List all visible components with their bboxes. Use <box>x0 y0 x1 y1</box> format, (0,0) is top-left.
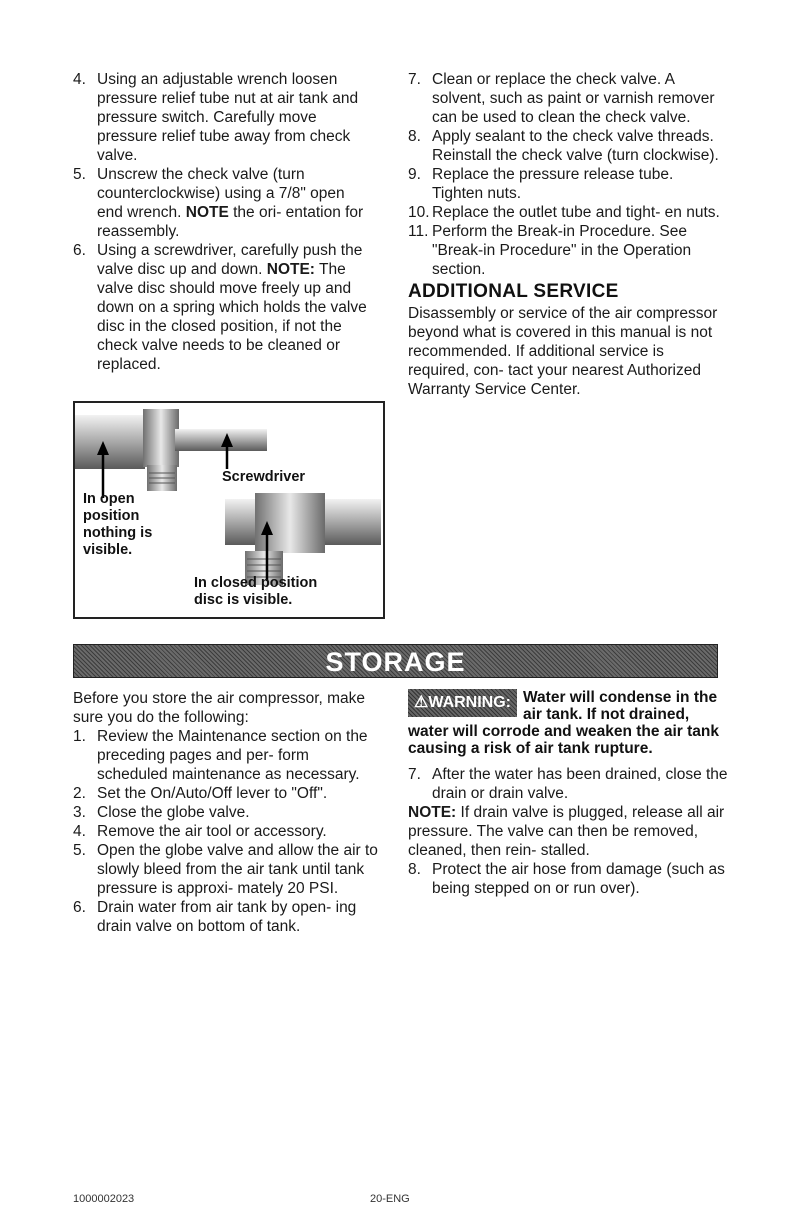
list-item: 4. Remove the air tool or accessory. <box>73 823 327 840</box>
footer-page-number: 20-ENG <box>370 1193 410 1205</box>
list-item: 11. Perform the Break-in Procedure. See "Break-in Procedure" in the Operation section. <box>408 223 692 278</box>
storage-banner <box>73 644 718 678</box>
check-valve-figure <box>73 401 385 619</box>
storage-right-column <box>408 689 728 898</box>
list-item: 9. Replace the pressure release tube. Tighten nuts. <box>408 166 674 202</box>
additional-service-text: Disassembly or service of the air compressor beyond what is covered in this manual is not recommended. If additional service is required, con- tact your nearest Authorized Warranty Service Center. <box>408 305 718 398</box>
list-item: 10. Replace the outlet tube and tight- en nuts. <box>408 204 720 221</box>
list-item: 8. Protect the air hose from damage (such as being stepped on or run over). <box>408 861 725 897</box>
list-item: 6. Using a screwdriver, carefully push the valve disc up and down. NOTE: The valve disc should move freely up and down on a spring which holds the valve disc in the closed position, if not the check valve needs to be cleaned or replaced. <box>73 242 367 373</box>
list-item: 4. Using an adjustable wrench loosen pressure relief tube nut at air tank and pressure switch. Carefully move pressure relief tube away from check valve. <box>73 71 359 164</box>
closed-position-label: In closed position disc is visible. <box>194 575 318 608</box>
footer-doc-number: 1000002023 <box>73 1193 135 1205</box>
list-item: 7. After the water has been drained, close the drain or drain valve. <box>408 766 728 802</box>
open-position-label: In open position nothing is visible. <box>83 491 153 558</box>
right-top-column <box>408 70 728 399</box>
screwdriver-label: Screwdriver <box>222 469 306 485</box>
warning-block <box>408 689 728 757</box>
list-item: 5. Open the globe valve and allow the air to slowly bleed from the air tank until tank pressure is approxi- mately 20 PSI. <box>73 842 378 897</box>
additional-service-heading: ADDITIONAL SERVICE <box>408 281 619 302</box>
left-top-column <box>73 70 373 374</box>
list-item: 3. Close the globe valve. <box>73 804 250 821</box>
list-item: 8. Apply sealant to the check valve threads. Reinstall the check valve (turn clockwise). <box>408 128 719 164</box>
storage-note: NOTE: If drain valve is plugged, release all air pressure. The valve can then be removed, cleaned, then rein- stalled. <box>408 804 725 859</box>
list-item: 1. Review the Maintenance section on the preceding pages and per- form scheduled maintenance as necessary. <box>73 728 368 783</box>
storage-left-column <box>73 689 383 936</box>
valve-closed-graphic <box>225 493 381 585</box>
storage-title: STORAGE <box>325 647 466 677</box>
list-item: 6. Drain water from air tank by open- ing drain valve on bottom of tank. <box>73 899 357 935</box>
list-item: 5. Unscrew the check valve (turn counterclockwise) using a 7/8" open end wrench. NOTE the ori- entation for reassembly. <box>73 166 364 240</box>
warning-text: Water will condense in the air tank. If not drained, water will corrode and weaken the air tank causing a risk of air tank rupture. <box>408 689 719 757</box>
list-item: 2. Set the On/Auto/Off lever to "Off". <box>73 785 328 802</box>
list-item: 7. Clean or replace the check valve. A solvent, such as paint or varnish remover can be used to clean the check valve. <box>408 71 715 126</box>
storage-intro: Before you store the air compressor, make sure you do the following: <box>73 690 366 726</box>
warning-badge: ⚠WARNING: <box>408 689 517 717</box>
